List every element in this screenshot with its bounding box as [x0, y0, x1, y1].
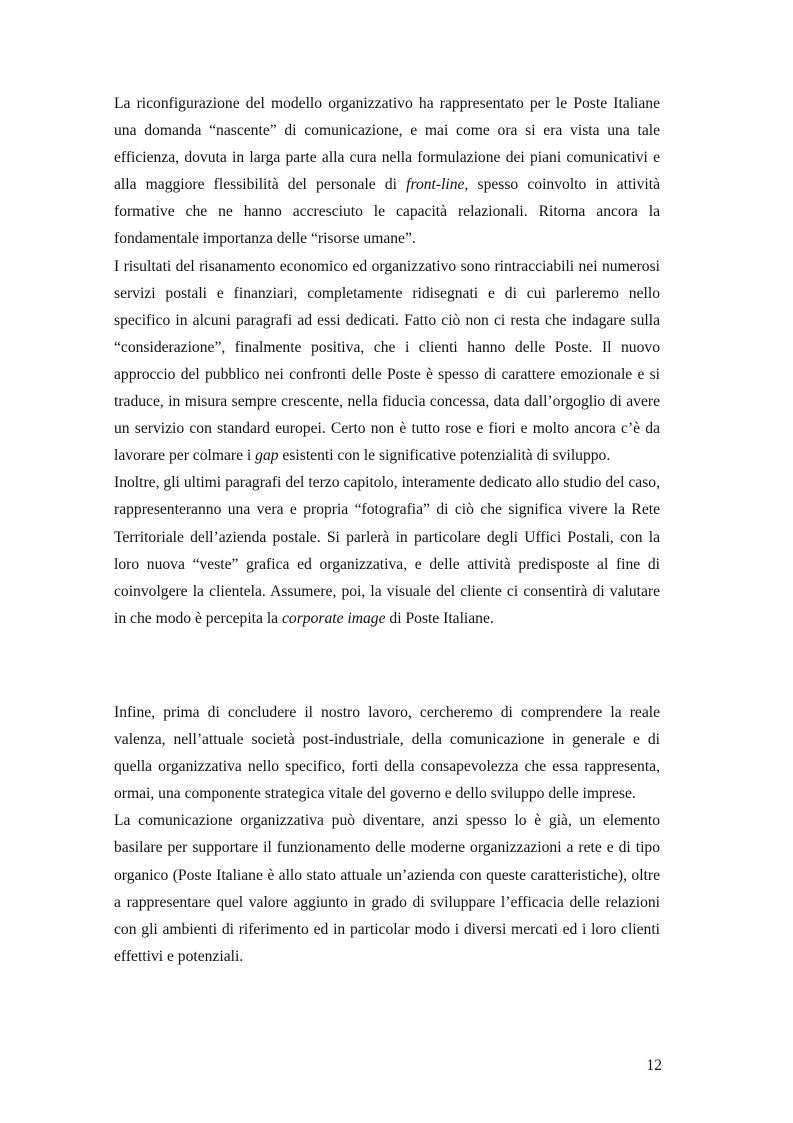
page-number: 12: [646, 1057, 662, 1074]
paragraph-infine: Infine, prima di concludere il nostro lavoro, cercheremo di comprendere la reale valenza, nell’attuale società post-industriale, della comunicazione in generale e di quella organizzativa nello specifico, forti della consapevolezza che essa rappresenta, ormai, una componente strategica vitale del governo e dello sviluppo delle imprese.: [114, 704, 660, 803]
paragraph-riconfigurazione: La riconfigurazione del modello organizzativo ha rappresentato per le Poste Italiane una domanda “nascente” di comunicazione, e mai come ora si era vista una tale efficienza, dovuta in larga parte alla cura nella formulazione dei piani comunicativi e alla maggiore flessibilità del personale di front-line, spesso coinvolto in attività formative che ne hanno accresciuto le capacità relazionali. Ritorna ancora la fondamentale importanza delle “risorse umane”.: [114, 95, 660, 248]
paragraph-inoltre: Inoltre, gli ultimi paragrafi del terzo capitolo, interamente dedicato allo studio del caso, rappresenteranno una vera e propria “fotografia” di ciò che significa vivere la Rete Territoriale dell’azienda postale. Si parlerà in particolare degli Uffici Postali, con la loro nuova “veste” grafica ed organizzativa, e delle attività predisposte al fine di coinvolgere la clientela. Assumere, poi, la visuale del cliente ci consentirà di valutare in che modo è percepita la corporate image di Poste Italiane.: [114, 474, 660, 627]
text-block-upper: [114, 90, 660, 632]
term-corporate-image: corporate image: [282, 609, 386, 627]
term-gap: gap: [255, 447, 279, 465]
term-front-line: front-line: [406, 176, 465, 194]
paragraph-comunicazione-organizzativa: La comunicazione organizzativa può diventare, anzi spesso lo è già, un elemento basilare per supportare il funzionamento delle moderne organizzazioni a rete e di tipo organico (Poste Italiane è allo stato attuale un’azienda con queste caratteristiche), oltre a rappresentare quel valore aggiunto in grado di sviluppare l’efficacia delle relazioni con gli ambienti di riferimento ed in particolar modo i diversi mercati ed i loro clienti effettivi e potenziali.: [114, 812, 660, 965]
paragraph-risultati: I risultati del risanamento economico ed organizzativo sono rintracciabili nei numerosi servizi postali e finanziari, completamente ridisegnati e di cui parleremo nello specifico in alcuni paragrafi ad essi dedicati. Fatto ciò non ci resta che indagare sulla “considerazione”, finalmente positiva, che i clienti hanno delle Poste. Il nuovo approccio del pubblico nei confronti delle Poste è spesso di carattere emozionale e si traduce, in misura sempre crescente, nella fiducia concessa, data dall’orgoglio di avere un servizio con standard europei. Certo non è tutto rose e fiori e molto ancora c’è da lavorare per colmare i gap esistenti con le significative potenzialità di sviluppo.: [114, 257, 660, 465]
text-block-lower: [114, 699, 660, 970]
